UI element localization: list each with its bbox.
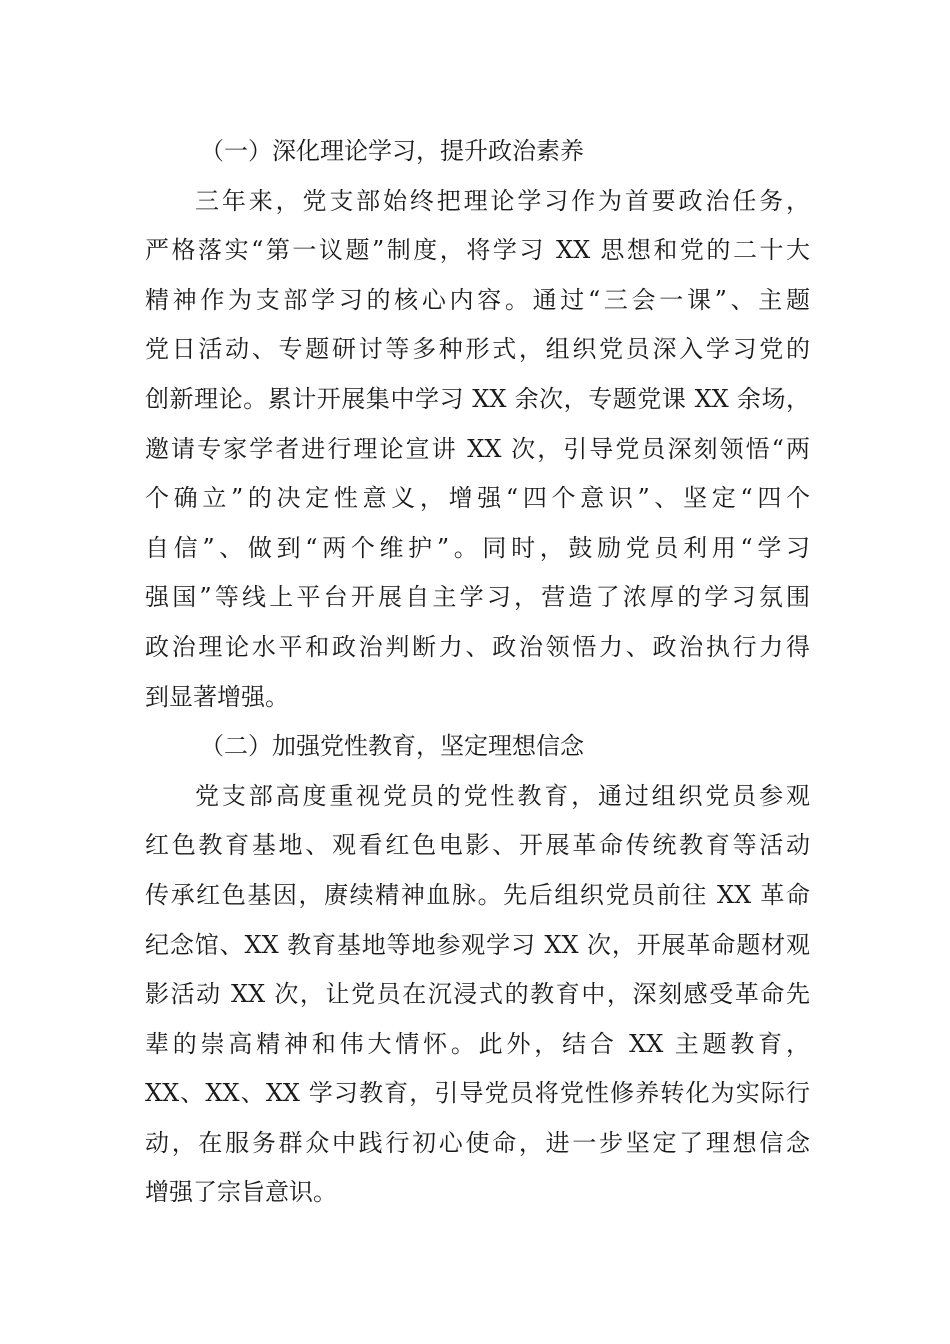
paragraph-line: 强国”等线上平台开展自主学习，营造了浓厚的学习氛围 [145, 583, 810, 612]
paragraph-line: 邀请专家学者进行理论宣讲 XX 次，引导党员深刻领悟“两 [145, 434, 810, 463]
paragraph-line: 动，在服务群众中践行初心使命，进一步坚定了理想信念 [145, 1128, 810, 1157]
paragraph-line: 纪念馆、XX 教育基地等地参观学习 XX 次，开展革命题材观 [145, 930, 810, 959]
paragraph-line: 红色教育基地、观看红色电影、开展革命传统教育等活动 [145, 831, 810, 860]
paragraph-line: 党日活动、专题研讨等多种形式，组织党员深入学习党的 [145, 335, 810, 364]
paragraph-line: 到显著增强。 [145, 682, 289, 711]
paragraph-line: 政治理论水平和政治判断力、政治领悟力、政治执行力得 [145, 632, 810, 661]
paragraph-line: 增强了宗旨意识。 [145, 1178, 337, 1207]
document-body [145, 127, 810, 1218]
paragraph-line: 影活动 XX 次，让党员在沉浸式的教育中，深刻感受革命先 [145, 980, 810, 1009]
paragraph-line: 辈的崇高精神和伟大情怀。此外，结合 XX 主题教育， [145, 1029, 810, 1058]
paragraph-line: 严格落实“第一议题”制度，将学习 XX 思想和党的二十大 [145, 236, 810, 265]
paragraph-line: 创新理论。累计开展集中学习 XX 余次，专题党课 XX 余场， [145, 384, 810, 413]
paragraph-line: XX、XX、XX 学习教育，引导党员将党性修养转化为实际行 [145, 1079, 810, 1108]
section-heading-1: （一）深化理论学习，提升政治素养 [200, 137, 584, 165]
paragraph-line: 自信”、做到“两个维护”。同时，鼓励党员利用“学习 [145, 533, 810, 562]
paragraph-line: 精神作为支部学习的核心内容。通过“三会一课”、主题 [145, 285, 810, 314]
paragraph-line: 三年来，党支部始终把理论学习作为首要政治任务， [195, 186, 810, 215]
section-heading-2: （二）加强党性教育，坚定理想信念 [200, 732, 584, 761]
paragraph-line: 个确立”的决定性意义，增强“四个意识”、坚定“四个 [145, 484, 810, 513]
paragraph-line: 传承红色基因，赓续精神血脉。先后组织党员前往 XX 革命 [145, 880, 810, 909]
paragraph-line: 党支部高度重视党员的党性教育，通过组织党员参观 [195, 781, 810, 810]
